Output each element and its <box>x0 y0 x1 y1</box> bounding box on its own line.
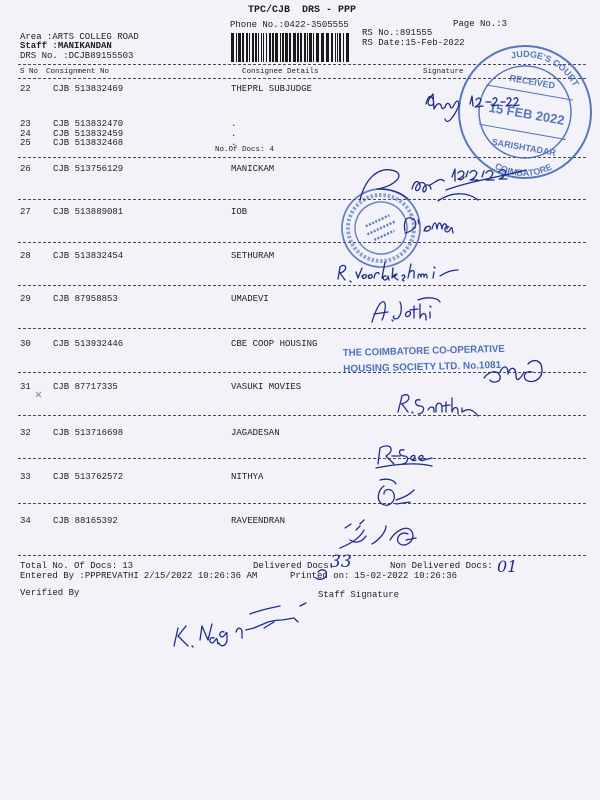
barcode-bar <box>285 33 288 62</box>
table-row <box>0 294 600 304</box>
staff-value: MANIKANDAN <box>57 41 112 51</box>
consignee-name: THEPRL SUBJUDGE <box>231 84 313 94</box>
signature-row-28 <box>338 262 458 282</box>
table-row <box>0 138 600 148</box>
consignment-number: CJB 513756129 <box>53 164 124 174</box>
barcode-bar <box>307 33 308 62</box>
divider <box>18 78 586 79</box>
stamp-received: RECEIVED <box>508 72 556 91</box>
verified-by-label: Verified By <box>20 588 80 598</box>
consignee-name: . <box>231 138 237 148</box>
barcode-bar <box>304 33 306 62</box>
group-doc-count-label: No.Of Docs: <box>215 146 265 154</box>
rs-number-value: 891555 <box>399 28 433 38</box>
page-value: 3 <box>501 19 508 29</box>
table-row <box>0 119 600 129</box>
divider <box>18 328 586 329</box>
barcode-bar <box>335 33 336 62</box>
serial-number: 34 <box>20 516 31 526</box>
barcode-bar <box>266 33 267 62</box>
barcode-bar <box>300 33 302 62</box>
total-docs-label: Total No. Of Docs: <box>20 561 118 571</box>
consignment-number: CJB 87958853 <box>53 294 118 304</box>
phone-value: 0422-3505555 <box>284 20 349 30</box>
barcode-bar <box>255 33 257 62</box>
serial-number: 33 <box>20 472 31 482</box>
consignment-number: CJB 513932446 <box>53 339 124 349</box>
phone-label: Phone No.: <box>230 20 285 30</box>
verifier-signature <box>174 603 306 647</box>
phone-number <box>230 20 349 30</box>
barcode-bar <box>242 33 244 62</box>
drs-value: DCJB89155503 <box>68 51 134 61</box>
column-header-consignee: Consignee Details <box>242 68 319 76</box>
stamp-inner-ring <box>472 59 579 166</box>
serial-number: 27 <box>20 207 31 217</box>
barcode-bar <box>309 33 312 62</box>
divider <box>18 503 586 504</box>
serial-number: 23 <box>20 119 31 129</box>
signature-row-27 <box>404 218 453 233</box>
entered-by-user: PPPREVATHI <box>84 571 139 581</box>
consignment-number: CJB 513832454 <box>53 251 124 261</box>
barcode-bar <box>258 33 259 62</box>
table-row <box>0 428 600 438</box>
total-docs-value: 13 <box>122 561 134 571</box>
barcode-bar <box>238 33 241 62</box>
consignee-name: SETHURAM <box>231 251 275 261</box>
signature-row-33 <box>378 479 414 505</box>
staff-signature-label: Staff Signature <box>318 590 400 600</box>
divider <box>18 458 586 459</box>
stamp-outer-ring <box>329 176 433 280</box>
non-delivered-docs-handwritten-value: 01 <box>497 557 518 576</box>
round-office-stamp <box>329 176 433 280</box>
table-row <box>0 472 600 482</box>
barcode-bar <box>339 33 341 62</box>
divider <box>18 555 586 556</box>
consignee-name: CBE COOP HOUSING <box>231 339 318 349</box>
barcode <box>230 33 352 62</box>
barcode-bar <box>263 33 264 62</box>
barcode-bar <box>246 33 248 62</box>
rs-number-field <box>362 28 432 38</box>
page-number <box>453 19 507 29</box>
consignee-name: . <box>231 129 237 139</box>
serial-number: 31 <box>20 382 31 392</box>
table-row <box>0 516 600 526</box>
divider <box>18 64 586 65</box>
table-row <box>0 382 600 392</box>
serial-number: 25 <box>20 138 31 148</box>
barcode-bar <box>346 33 349 62</box>
barcode-bar <box>331 33 333 62</box>
consignment-number: CJB 513832459 <box>53 129 124 139</box>
barcode-bar <box>337 33 338 62</box>
barcode-bar <box>236 33 237 62</box>
rs-date-value: 15-Feb-2022 <box>405 38 465 48</box>
table-row <box>0 207 600 217</box>
serial-number: 26 <box>20 164 31 174</box>
barcode-bar <box>275 33 278 62</box>
consignment-number: CJB 87717335 <box>53 382 118 392</box>
consignment-number: CJB 513832469 <box>53 84 124 94</box>
barcode-bar <box>297 33 299 62</box>
consignment-number: CJB 513889081 <box>53 207 124 217</box>
signature-row-32 <box>376 446 432 468</box>
table-row <box>0 164 600 174</box>
sheet-title: TPC/CJB DRS - PPP <box>248 5 357 16</box>
pencil-tick-mark <box>36 392 41 397</box>
housing-stamp-line1: THE COIMBATORE CO-OPERATIVE <box>342 343 512 360</box>
printed-on <box>290 571 457 581</box>
area-value: ARTS COLLEG ROAD <box>52 32 139 42</box>
barcode-bar <box>231 33 234 62</box>
consignee-name: UMADEVI <box>231 294 269 304</box>
stamp-officer: SARISHTADAR <box>491 136 557 158</box>
printed-on-value: 15-02-2022 10:26:36 <box>354 571 458 581</box>
consignment-number: CJB 513832468 <box>53 138 124 148</box>
printed-on-label: Printed on: <box>290 571 350 581</box>
serial-number: 22 <box>20 84 31 94</box>
housing-stamp-line2: HOUSING SOCIETY LTD. No.1081 <box>343 359 502 376</box>
entered-at: 2/15/2022 10:26:36 AM <box>143 571 258 581</box>
delivered-docs-label: Delivered Docs: <box>253 561 335 571</box>
barcode-bar <box>293 33 296 62</box>
rs-date-field <box>362 38 465 48</box>
barcode-bar <box>343 33 344 62</box>
stamp-court-name-path: JUDGE'S COURT <box>510 48 581 88</box>
area-label: Area : <box>20 32 53 42</box>
consignee-name: . <box>231 119 237 129</box>
consignee-name: RAVEENDRAN <box>231 516 286 526</box>
serial-number: 30 <box>20 339 31 349</box>
stamp-center-lettering <box>364 214 398 241</box>
entered-by <box>20 571 257 581</box>
barcode-bar <box>282 33 284 62</box>
table-row <box>0 339 600 349</box>
table-row <box>0 251 600 261</box>
stamp-city-path: COIMBATORE <box>493 160 554 179</box>
consignment-number: CJB 513716698 <box>53 428 124 438</box>
barcode-bar <box>326 33 329 62</box>
consignee-name: IOB <box>231 207 248 217</box>
consignee-name: MANICKAM <box>231 164 275 174</box>
consignee-name: NITHYA <box>231 472 264 482</box>
consignment-number: CJB 513832470 <box>53 119 124 129</box>
consignee-name: JAGADESAN <box>231 428 280 438</box>
barcode-bar <box>321 33 324 62</box>
table-row <box>0 84 600 94</box>
barcode-bar <box>249 33 250 62</box>
group-doc-count-value: 4 <box>269 146 275 154</box>
non-delivered-docs-label: Non Delivered Docs: <box>390 561 493 571</box>
entered-by-label: Entered By : <box>20 571 85 581</box>
barcode-bar <box>280 33 281 62</box>
column-header-signature: Signature <box>423 68 464 76</box>
staff-field <box>20 41 112 51</box>
barcode-bar <box>269 33 271 62</box>
barcode-bar <box>261 33 262 62</box>
delivered-docs-handwritten-value: 33 <box>330 552 352 572</box>
divider <box>18 199 586 200</box>
barcode-bar <box>252 33 254 62</box>
barcode-bar <box>313 33 314 62</box>
serial-number: 24 <box>20 129 31 139</box>
barcode-bar <box>316 33 319 62</box>
group-doc-count <box>215 145 274 155</box>
page-label: Page No.: <box>453 19 502 29</box>
serial-number: 32 <box>20 428 31 438</box>
signature-row-22 <box>426 94 519 122</box>
staff-label: Staff : <box>20 41 58 51</box>
drs-field <box>20 51 133 61</box>
divider <box>18 285 586 286</box>
drs-label: DRS No. : <box>20 51 69 61</box>
consignment-number: CJB 88165392 <box>53 516 118 526</box>
consignment-number: CJB 513762572 <box>53 472 124 482</box>
divider <box>18 157 586 158</box>
rs-number-label: RS No.: <box>362 28 400 38</box>
divider <box>18 372 586 373</box>
consignee-name: VASUKI MOVIES <box>231 382 302 392</box>
rs-date-label: RS Date: <box>362 38 406 48</box>
serial-number: 28 <box>20 251 31 261</box>
total-docs <box>20 561 133 571</box>
divider <box>18 415 586 416</box>
column-header-sno: S No <box>20 68 39 76</box>
barcode-bar <box>289 33 291 62</box>
barcode-bar <box>272 33 274 62</box>
column-header-consignment: Consignment No <box>46 68 110 76</box>
serial-number: 29 <box>20 294 31 304</box>
divider <box>18 242 586 243</box>
stamp-date: 15 FEB 2022 <box>487 99 566 128</box>
signature-row-31 <box>398 395 478 416</box>
